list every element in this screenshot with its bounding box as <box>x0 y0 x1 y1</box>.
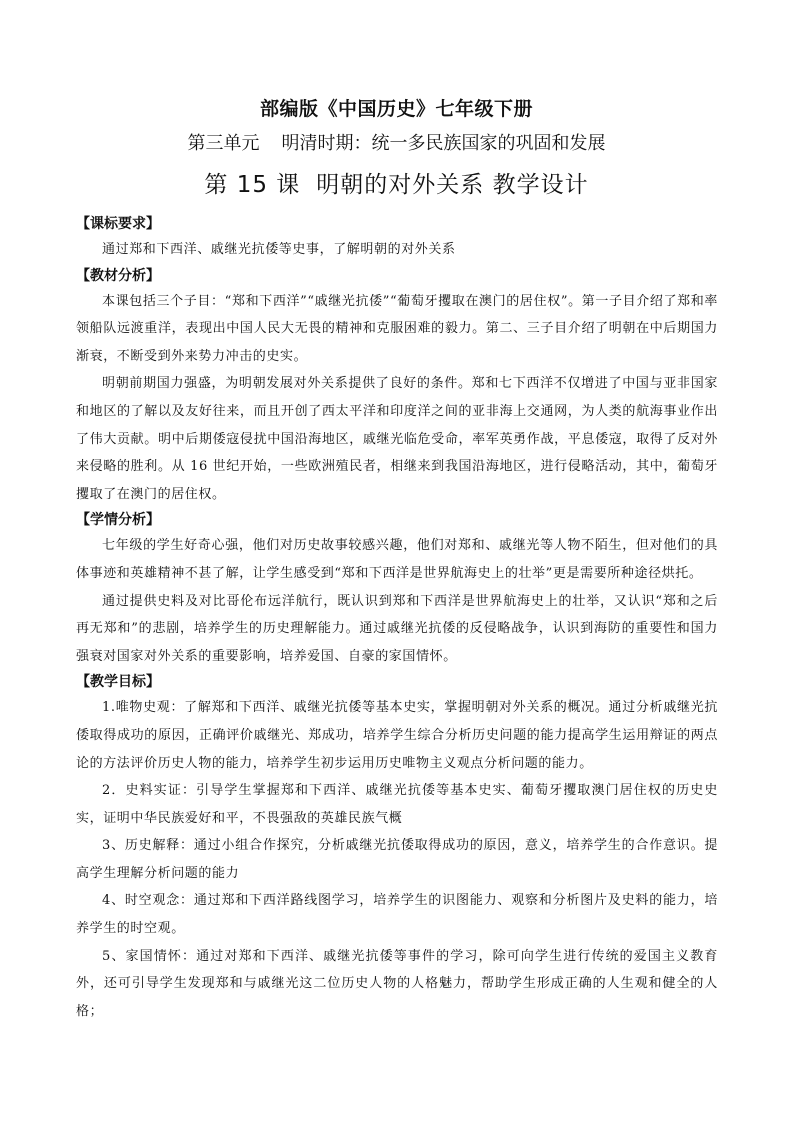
section-learner-analysis <box>76 508 718 670</box>
paragraph: 3、历史解释：通过小组合作探究，分析戚继光抗倭取得成功的原因，意义，培养学生的合作意识。提高学生理解分析问题的能力 <box>76 838 718 881</box>
unit-name: 明清时期：统一多民族国家的巩固和发展 <box>281 133 606 154</box>
series-title: 部编版《中国历史》七年级下册 <box>259 98 533 120</box>
section-heading: 【学情分析】 <box>76 512 160 529</box>
section-heading: 【教材分析】 <box>76 267 160 284</box>
paragraph: 1.唯物史观：了解郑和下西洋、戚继光抗倭等基本史实，掌握明朝对外关系的概况。通过分析戚继光抗倭取得成功的原因，正确评价戚继光、郑成功，培养学生综合分析历史问题的能力提高学生运用辩证的两点论的方法评价历史人物的能力，培养学生初步运用历史唯物主义观点分析问题的能力。 <box>76 700 718 771</box>
unit-number: 第三单元 <box>187 133 260 154</box>
paragraph: 明朝前期国力强盛，为明朝发展对外关系提供了良好的条件。郑和七下西洋不仅增进了中国与亚非国家和地区的了解以及友好往来，而且开创了西太平洋和印度洋之间的亚非海上交通网，为人类的航海事业作出了伟大贡献。明中后期倭寇侵扰中国沿海地区，戚继光临危受命，率军英勇作战，平息倭寇，取得了反对外来侵略的胜利。从 16 世纪开始，一些欧洲殖民者，相继来到我国沿海地区，进行侵略活动，其中，葡萄牙攫取了在澳门的居住权。 <box>76 376 718 502</box>
paragraph: 本课包括三个子目：“郑和下西洋”“戚继光抗倭”“葡萄牙攫取在澳门的居住权”。第一子目介绍了郑和率领船队远渡重洋，表现出中国人民大无畏的精神和克服困难的毅力。第二、三子目介绍了明朝在中后期国力渐衰，不断受到外来势力冲击的史实。 <box>76 293 718 364</box>
paragraph: 2．史料实证：引导学生掌握郑和下西洋、戚继光抗倭等基本史实、葡萄牙攫取澳门居住权的历史史实，证明中华民族爱好和平，不畏强敌的英雄民族气概 <box>76 783 718 826</box>
section-curriculum-requirements <box>76 212 718 264</box>
section-textbook-analysis <box>76 264 718 509</box>
unit-title <box>0 131 793 157</box>
lesson-name: 明朝的对外关系 教学设计 <box>316 172 589 198</box>
paragraph: 通过提供史料及对比哥伦布远洋航行，既认识到郑和下西洋是世界航海史上的壮举，又认识“郑和之后再无郑和”的悲剧，培养学生的历史理解能力。通过戚继光抗倭的反侵略战争，认识到海防的重要性和国力强衰对国家对外关系的重要影响，培养爱国、自豪的家国情怀。 <box>76 593 718 664</box>
lesson-title <box>0 169 793 201</box>
paragraph: 5、家国情怀：通过对郑和下西洋、戚继光抗倭等事件的学习，除可向学生进行传统的爱国主义教育外，还可引导学生发现郑和与戚继光这二位历史人物的人格魅力，帮助学生形成正确的人生观和健全的人格； <box>76 948 718 1019</box>
section-heading: 【课标要求】 <box>76 216 160 232</box>
lesson-number: 第 15 课 <box>204 172 301 198</box>
paragraph: 七年级的学生好奇心强，他们对历史故事较感兴趣，他们对郑和、戚继光等人物不陌生，但对他们的具体事迹和英雄精神不甚了解，让学生感受到“郑和下西洋是世界航海史上的壮举”更是需要所种途径烘托。 <box>76 538 718 581</box>
paragraph: 4、时空观念：通过郑和下西洋路线图学习，培养学生的识图能力、观察和分析图片及史料的能力，培养学生的时空观。 <box>76 893 718 937</box>
paragraph: 通过郑和下西洋、戚继光抗倭等史事，了解明朝的对外关系 <box>102 242 456 257</box>
document-body <box>76 212 718 1025</box>
section-teaching-objectives <box>76 670 718 1025</box>
section-heading: 【教学目标】 <box>76 674 160 691</box>
